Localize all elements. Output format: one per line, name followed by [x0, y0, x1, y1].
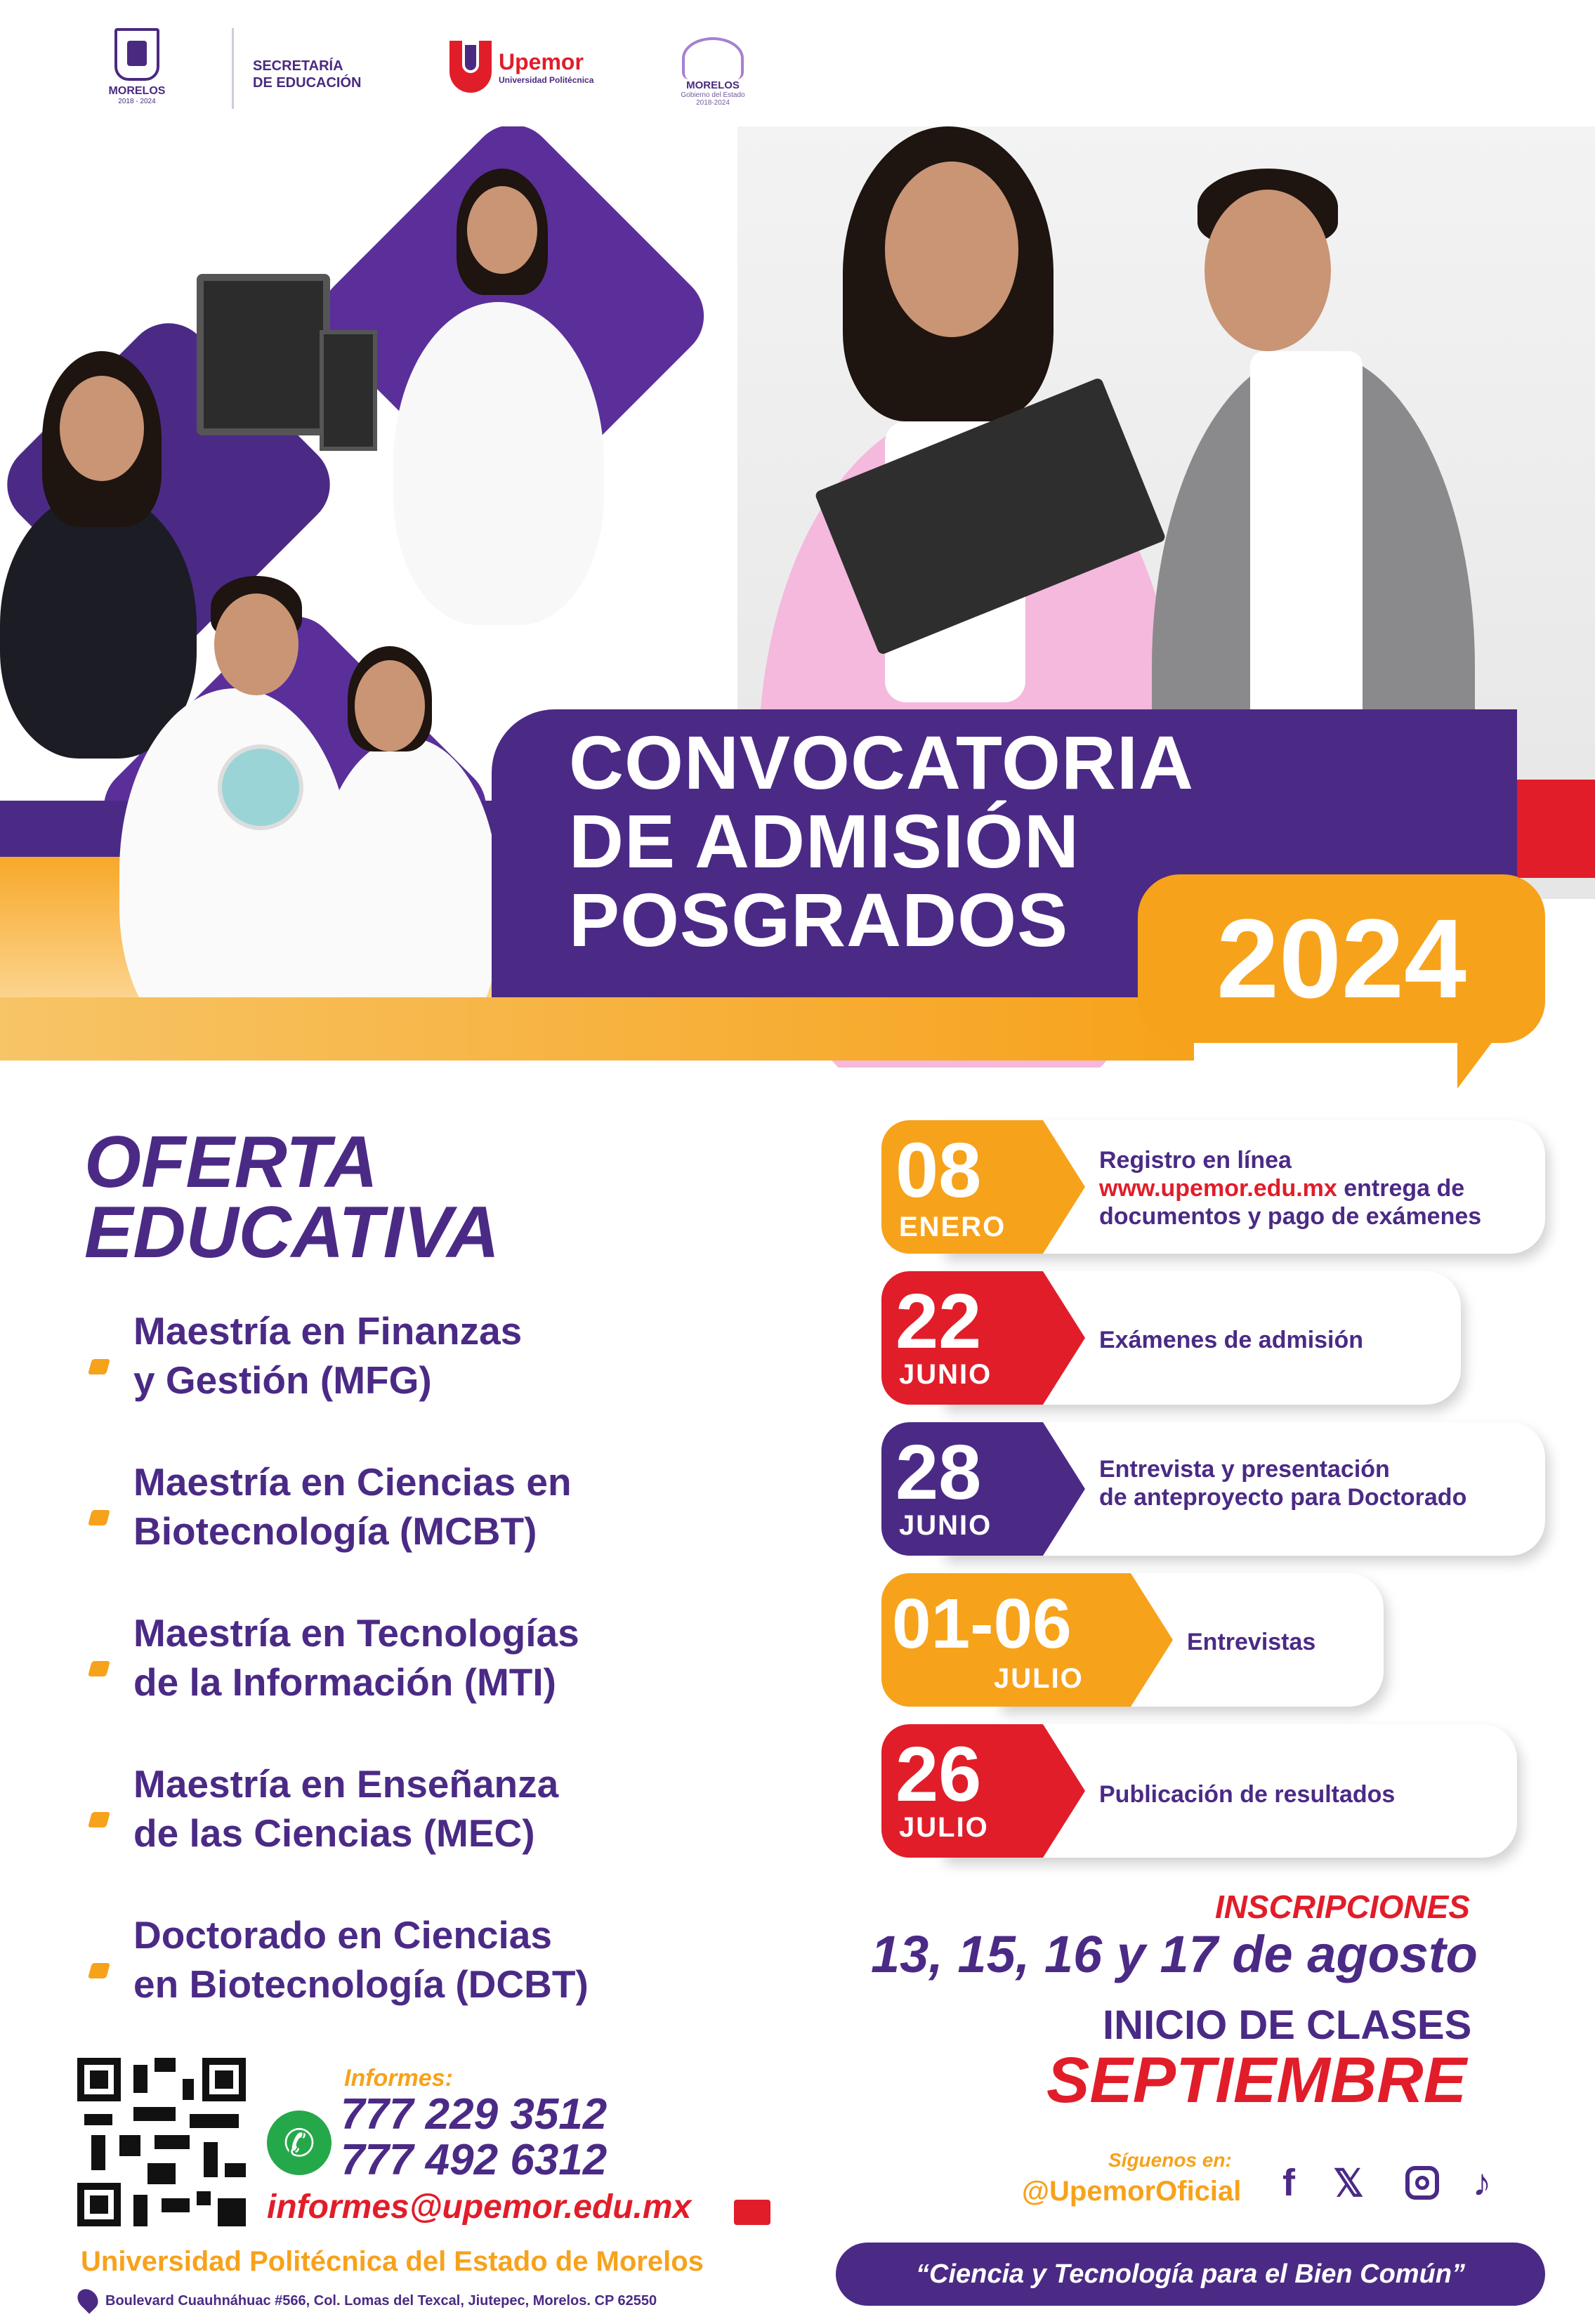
secretaria-logo [253, 58, 361, 91]
social-handle[interactable]: @UpemorOficial [1022, 2176, 1242, 2207]
program-line-2: en Biotecnología (DCBT) [133, 1962, 589, 2006]
program-item [133, 1306, 522, 1405]
petri-dish-icon [218, 744, 303, 830]
university-name: Universidad Politécnica del Estado de Morelos [81, 2246, 704, 2277]
upemor-u-icon [449, 41, 492, 93]
secretaria-line-2: DE EDUCACIÓN [253, 75, 362, 91]
program-line-1: Maestría en Tecnologías [133, 1611, 579, 1655]
timeline-day: 01-06 [892, 1584, 1072, 1663]
morelos-logo [84, 28, 190, 105]
timeline-text-line-3: documentos y pago de exámenes [1099, 1203, 1482, 1230]
inicio-clases-month: SEPTIEMBRE [1046, 2044, 1467, 2116]
timeline-month: JULIO [994, 1663, 1084, 1694]
oferta-title-line-2: EDUCATIVA [84, 1192, 500, 1273]
timeline-text-line-2: entrega de [1337, 1175, 1465, 1202]
program-bullet [88, 1661, 110, 1676]
program-line-1: Maestría en Enseñanza [133, 1762, 559, 1806]
timeline-arrow-icon [1131, 1573, 1173, 1707]
year-text: 2024 [1216, 895, 1466, 1021]
siguenos-label: Síguenos en: [1108, 2149, 1232, 2171]
facebook-icon[interactable]: f [1282, 2162, 1295, 2204]
gobierno-flower-icon [682, 37, 744, 79]
address: Boulevard Cuauhnáhuac #566, Col. Lomas del Texcal, Jiutepec, Morelos. CP 62550 [105, 2293, 657, 2309]
timeline-arrow-icon [1043, 1724, 1085, 1858]
timeline-day: 22 [895, 1278, 982, 1365]
oferta-title [84, 1122, 500, 1273]
whatsapp-icon[interactable]: ✆ [267, 2110, 332, 2175]
timeline-day: 28 [895, 1429, 982, 1516]
title-line-1: CONVOCATORIA [569, 720, 1195, 805]
timeline-arrow-icon [1043, 1271, 1085, 1405]
page-title [569, 720, 1195, 962]
year-badge-tail [1457, 1032, 1499, 1089]
header-divider [232, 28, 234, 109]
gobierno-logo-subtitle: Gobierno del Estado [681, 91, 745, 99]
mail-icon [734, 2200, 770, 2225]
woman-at-computer [393, 302, 604, 625]
timeline-text-line-1: Entrevista y presentación [1099, 1456, 1390, 1483]
timeline-day: 08 [895, 1127, 982, 1214]
timeline-text [1099, 1780, 1395, 1808]
timeline-text-line-1: Publicación de resultados [1099, 1781, 1396, 1808]
timeline-day: 26 [895, 1731, 982, 1818]
timeline-text [1099, 1455, 1466, 1511]
timeline-text-line-1: Entrevistas [1187, 1629, 1316, 1655]
program-line-1: Maestría en Finanzas [133, 1309, 523, 1353]
inicio-clases-label: INICIO DE CLASES [1103, 2002, 1472, 2048]
computer-monitor-2 [320, 330, 377, 451]
morelos-shield-icon [114, 28, 159, 81]
program-bullet [88, 1963, 110, 1978]
gobierno-morelos-logo [667, 32, 759, 112]
informes-label: Informes: [344, 2065, 453, 2092]
program-item [133, 1608, 579, 1707]
morelos-logo-name: MORELOS [108, 85, 166, 97]
upemor-logo-subtitle: Universidad Politécnica [499, 74, 594, 85]
slogan-text: “Ciencia y Tecnología para el Bien Común” [916, 2259, 1465, 2289]
program-item [133, 1759, 558, 1858]
qr-code[interactable] [77, 2058, 246, 2226]
email-link[interactable]: informes@upemor.edu.mx [267, 2188, 692, 2226]
inscripciones-label: INSCRIPCIONES [1215, 1889, 1470, 1925]
upemor-logo [449, 39, 611, 95]
timeline-text [1099, 1326, 1363, 1354]
oferta-title-line-1: OFERTA [84, 1122, 378, 1203]
secretaria-line-1: SECRETARÍA [253, 58, 343, 74]
timeline-text-line-1: Registro en línea [1099, 1147, 1292, 1174]
timeline-text [1099, 1146, 1481, 1230]
program-item [133, 1457, 572, 1556]
program-line-2: y Gestión (MFG) [133, 1358, 432, 1402]
timeline-arrow-icon [1043, 1120, 1085, 1254]
registration-url-link[interactable]: www.upemor.edu.mx [1099, 1175, 1337, 1202]
instagram-icon[interactable] [1401, 2162, 1443, 2204]
location-pin-icon [73, 2285, 102, 2313]
gobierno-logo-years: 2018-2024 [696, 99, 730, 107]
timeline-text [1187, 1628, 1315, 1656]
timeline-text-line-1: Exámenes de admisión [1099, 1327, 1364, 1353]
woman-with-glasses [0, 492, 197, 759]
timeline-month: ENERO [899, 1212, 1006, 1242]
inscripciones-dates: 13, 15, 16 y 17 de agosto [871, 1925, 1478, 1983]
program-line-2: Biotecnología (MCBT) [133, 1509, 537, 1553]
timeline-arrow-icon [1043, 1422, 1085, 1556]
program-line-2: de la Información (MTI) [133, 1660, 556, 1704]
timeline-month: JUNIO [899, 1510, 992, 1541]
title-line-2: DE ADMISIÓN [569, 799, 1080, 884]
program-line-1: Doctorado en Ciencias [133, 1913, 552, 1957]
program-bullet [88, 1812, 110, 1827]
program-line-2: de las Ciencias (MEC) [133, 1811, 535, 1855]
phone-number[interactable]: 777 492 6312 [341, 2136, 608, 2184]
program-line-1: Maestría en Ciencias en [133, 1460, 572, 1504]
phone-number[interactable]: 777 229 3512 [341, 2090, 608, 2139]
timeline-text-line-2: de anteproyecto para Doctorado [1099, 1484, 1467, 1511]
program-bullet [88, 1359, 110, 1374]
tiktok-icon[interactable]: ♪ [1472, 2162, 1492, 2204]
computer-monitor [197, 274, 330, 435]
timeline-month: JUNIO [899, 1359, 992, 1390]
title-banner-fade [0, 997, 1194, 1061]
title-line-3: POSGRADOS [569, 877, 1069, 962]
upemor-logo-name: Upemor [499, 48, 584, 74]
x-icon[interactable]: 𝕏 [1333, 2162, 1364, 2205]
year-badge [1138, 874, 1545, 1043]
timeline-month: JULIO [899, 1812, 989, 1843]
gobierno-logo-name: MORELOS [686, 79, 740, 91]
morelos-logo-years: 2018 - 2024 [118, 98, 156, 105]
slogan-banner [836, 2243, 1545, 2306]
program-bullet [88, 1510, 110, 1525]
program-item [133, 1910, 589, 2009]
